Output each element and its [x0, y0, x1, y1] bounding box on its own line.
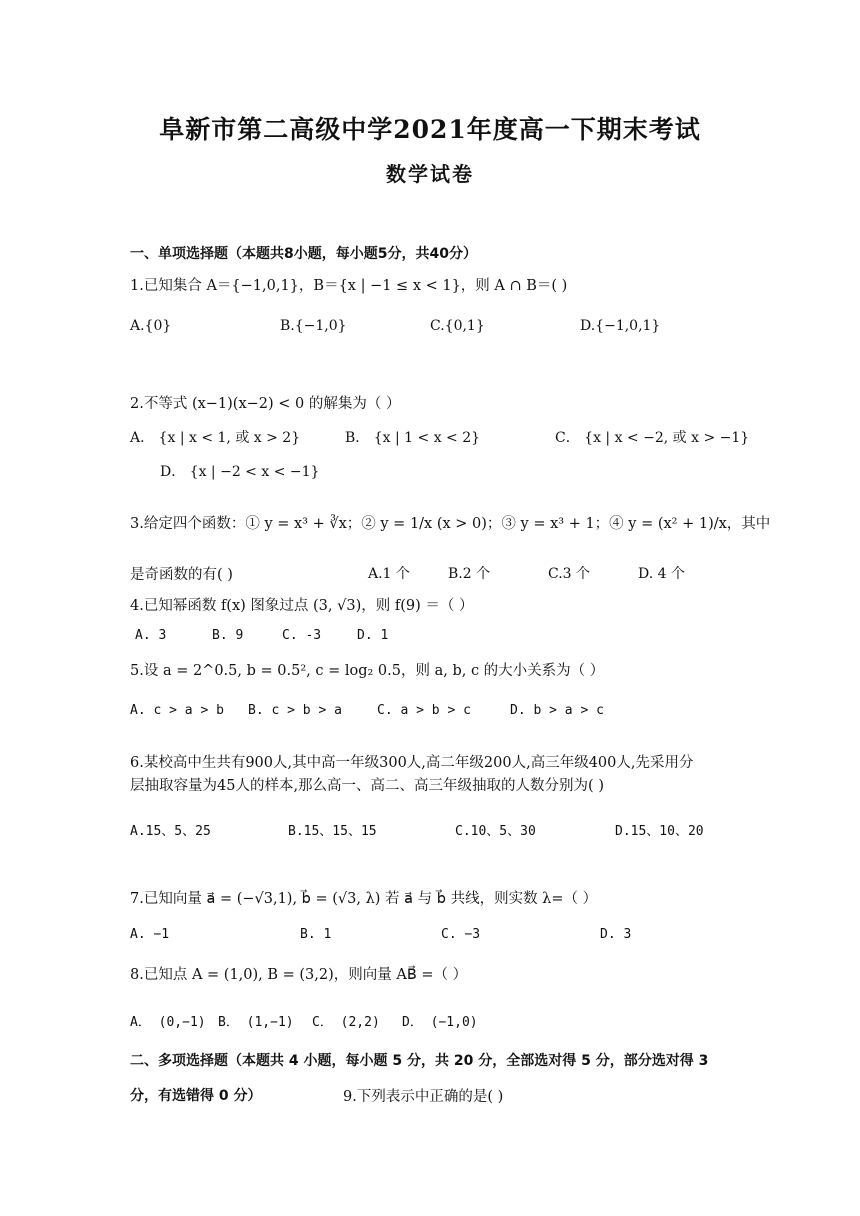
question-3-stem-line2: 是奇函数的有( ): [130, 567, 233, 583]
section2-heading-line1: 二、多项选择题（本题共 4 小题，每小题 5 分，共 20 分，全部选对得 5 分，部分选对得 3: [130, 1053, 709, 1069]
q2-option-b: B． {x | 1 < x < 2}: [345, 430, 481, 446]
q5-option-d: D. b > a > c: [510, 703, 604, 718]
section1-heading: 一、单项选择题（本题共8小题，每小题5分，共40分）: [130, 246, 477, 262]
q2-option-d: D． {x | −2 < x < −1}: [160, 464, 320, 480]
q5-option-c: C. a > b > c: [377, 703, 471, 718]
question-3-stem-line1: 3.给定四个函数：① y = x³ + ∛x；② y = 1/x (x > 0)；③ y = x³ + 1；④ y = (x² + 1)/x，其中: [130, 516, 771, 532]
q1-option-b: B.{−1,0}: [280, 318, 347, 334]
question-6-stem-line1: 6.某校高中生共有900人,其中高一年级300人,高二年级200人,高三年级400人,先采用分: [130, 755, 694, 771]
question-8-stem: 8.已知点 A = (1,0), B = (3,2)，则向量 AB⃗ =（ ）: [130, 967, 468, 983]
q2-option-c: C． {x | x < −2, 或 x > −1}: [555, 430, 750, 446]
q4-option-b: B. 9: [212, 628, 244, 643]
q7-option-d: D. 3: [600, 927, 632, 942]
q7-option-c: C. −3: [441, 927, 481, 942]
q1-option-a: A.{0}: [130, 318, 172, 334]
q6-option-a: A.15、5、25: [130, 824, 211, 839]
q3-option-d: D. 4 个: [638, 566, 685, 582]
q8-option-a: A． (0,−1): [130, 1015, 206, 1030]
q3-option-b: B.2 个: [448, 566, 491, 582]
q3-option-a: A.1 个: [368, 566, 410, 582]
question-5-stem: 5.设 a = 2^0.5, b = 0.5², c = log₂ 0.5，则 a, b, c 的大小关系为（ ）: [130, 663, 605, 679]
question-6-stem-line2: 层抽取容量为45人的样本,那么高一、高二、高三年级抽取的人数分别为( ): [130, 778, 604, 794]
q1-option-d: D.{−1,0,1}: [580, 318, 661, 334]
question-1-stem: 1.已知集合 A＝{−1,0,1}，B＝{x | −1 ≤ x < 1}，则 A ∩ B＝( ): [130, 278, 568, 294]
q3-option-c: C.3 个: [548, 566, 591, 582]
question-7-stem: 7.已知向量 a⃗ = (−√3,1), b⃗ = (√3, λ) 若 a⃗ 与 b⃗ 共线，则实数 λ=（ ）: [130, 891, 598, 907]
q7-option-a: A. −1: [130, 927, 170, 942]
page-subtitle: 数学试卷: [386, 162, 474, 186]
q6-option-c: C.10、5、30: [455, 824, 536, 839]
q4-option-c: C. -3: [282, 628, 322, 643]
page-title: 阜新市第二高级中学2021年度高一下期末考试: [159, 115, 701, 144]
q5-option-a: A. c > a > b: [130, 703, 224, 718]
q7-option-b: B. 1: [300, 927, 332, 942]
q8-option-d: D． (−1,0): [402, 1015, 478, 1030]
section2-heading-line2: 分，有选错得 0 分）: [130, 1088, 262, 1104]
q1-option-c: C.{0,1}: [430, 318, 485, 334]
question-9-stem: 9.下列表示中正确的是( ): [343, 1089, 504, 1105]
q8-option-b: B． (1,−1): [218, 1015, 294, 1030]
q6-option-b: B.15、15、15: [288, 824, 377, 839]
q2-option-a: A． {x | x < 1, 或 x > 2}: [130, 430, 301, 446]
question-4-stem: 4.已知幂函数 f(x) 图象过点 (3, √3)，则 f(9) ＝（ ）: [130, 598, 474, 614]
q8-option-c: C． (2,2): [312, 1015, 380, 1030]
q4-option-a: A. 3: [135, 628, 167, 643]
q4-option-d: D. 1: [357, 628, 389, 643]
q5-option-b: B. c > b > a: [248, 703, 342, 718]
q6-option-d: D.15、10、20: [615, 824, 704, 839]
question-2-stem: 2.不等式 (x−1)(x−2) < 0 的解集为（ ）: [130, 396, 401, 412]
